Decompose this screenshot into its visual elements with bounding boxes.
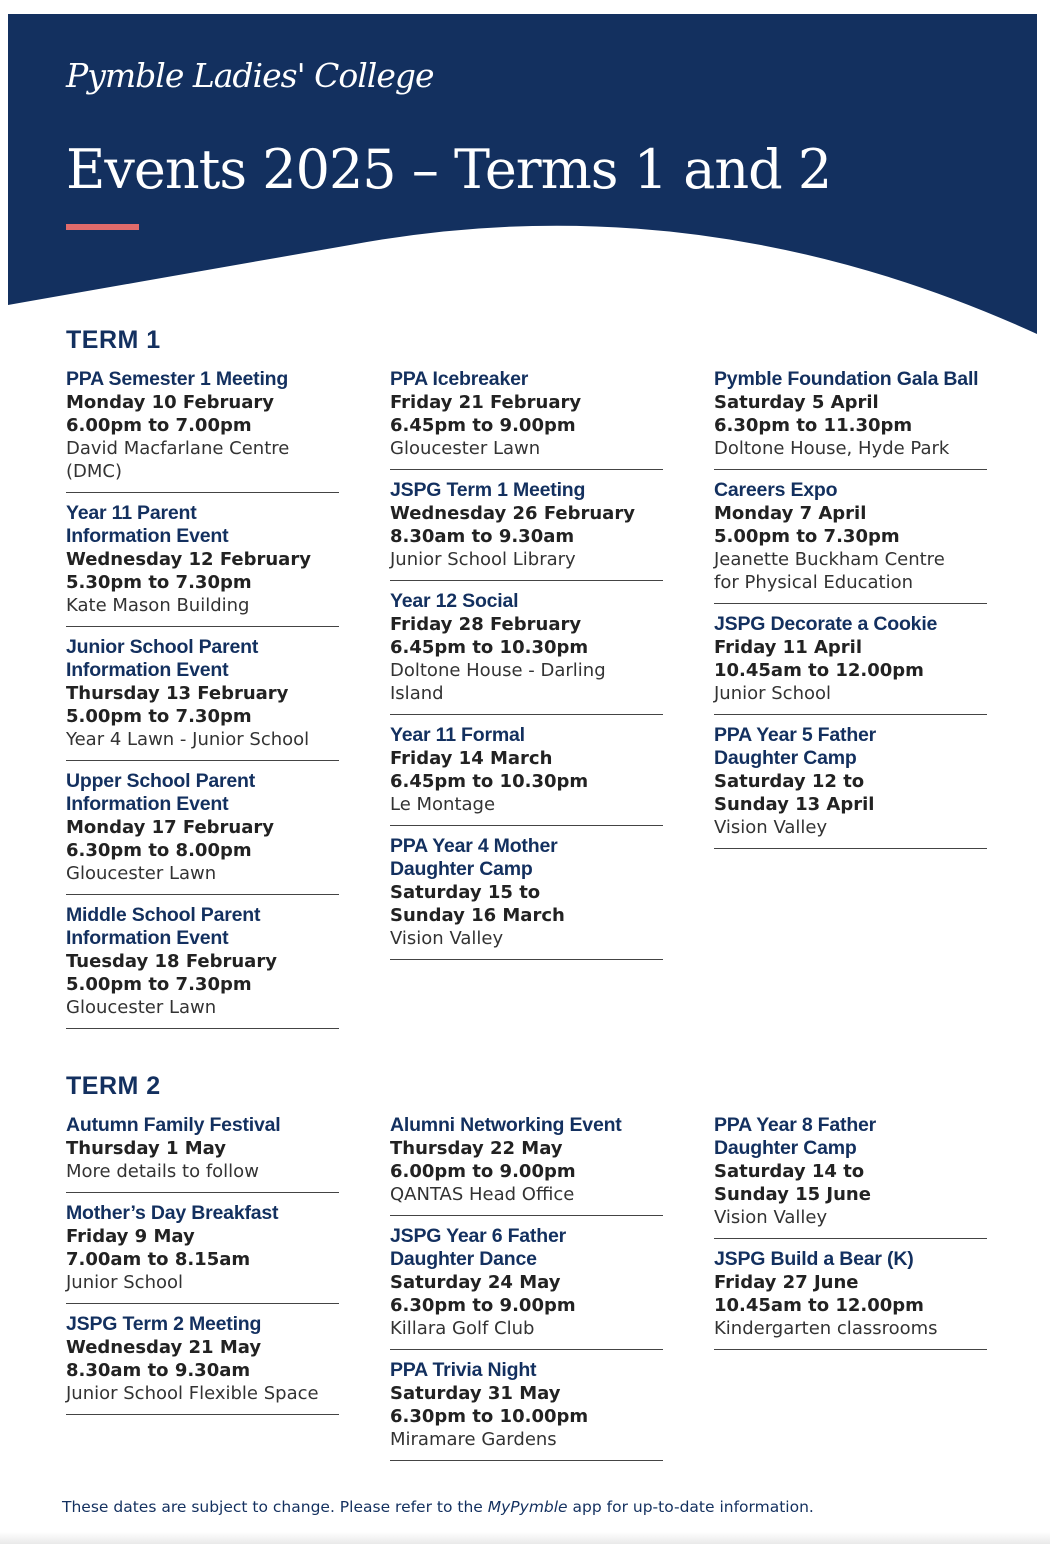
event-item xyxy=(390,724,663,826)
event-name: PPA Trivia Night xyxy=(390,1359,537,1381)
app-name: MyPymble xyxy=(487,1498,568,1516)
event-venue: Vision Valley xyxy=(714,817,828,838)
event-venue: Doltone House - Darling Island xyxy=(390,660,606,704)
event-item xyxy=(66,904,339,1029)
event-time: 6.30pm to 9.00pm xyxy=(390,1295,576,1316)
event-date: Monday 17 February xyxy=(66,817,274,838)
event-venue: QANTAS Head Office xyxy=(390,1184,575,1205)
event-time: 8.30am to 9.30am xyxy=(66,1360,251,1381)
event-date: Thursday 1 May xyxy=(66,1138,227,1159)
event-time: 10.45am to 12.00pm xyxy=(714,660,924,681)
event-item xyxy=(66,1313,339,1415)
event-name: PPA Icebreaker xyxy=(390,368,529,390)
event-name: JSPG Decorate a Cookie xyxy=(714,613,938,635)
event-date: Friday 21 February xyxy=(390,392,582,413)
event-time: 5.00pm to 7.30pm xyxy=(66,706,252,727)
event-item xyxy=(714,368,987,470)
event-item xyxy=(714,724,987,849)
event-item xyxy=(390,1114,663,1216)
event-item xyxy=(714,613,987,715)
event-item xyxy=(714,1248,987,1350)
event-name: Alumni Networking Event xyxy=(390,1114,622,1136)
event-name: Middle School Parent Information Event xyxy=(66,904,261,949)
event-time: 6.00pm to 7.00pm xyxy=(66,415,252,436)
event-date: Monday 10 February xyxy=(66,392,274,413)
page-title: Events 2025 – Terms 1 and 2 xyxy=(66,138,832,201)
event-item xyxy=(714,479,987,604)
college-logo: Pymble Ladies' College xyxy=(66,56,434,95)
term2-column-3 xyxy=(714,1114,987,1359)
event-time: 10.45am to 12.00pm xyxy=(714,1295,924,1316)
event-date: Saturday 5 April xyxy=(714,392,879,413)
event-venue: Junior School xyxy=(714,683,832,704)
event-venue: Vision Valley xyxy=(714,1207,828,1228)
event-name: JSPG Term 1 Meeting xyxy=(390,479,586,501)
event-venue: Doltone House, Hyde Park xyxy=(714,438,950,459)
event-name: Autumn Family Festival xyxy=(66,1114,281,1136)
footer-note: These dates are subject to change. Please refer to the MyPymble app for up-to-date information. xyxy=(62,1498,814,1516)
event-date: Friday 11 April xyxy=(714,637,863,658)
event-venue: Vision Valley xyxy=(390,928,504,949)
event-time: 5.30pm to 7.30pm xyxy=(66,572,252,593)
event-date: Wednesday 12 February xyxy=(66,549,311,570)
event-venue: Junior School xyxy=(66,1272,184,1293)
term2-column-1 xyxy=(66,1114,339,1424)
term1-column-2 xyxy=(390,368,663,969)
event-date: Saturday 31 May xyxy=(390,1383,561,1404)
event-item xyxy=(66,770,339,895)
event-date: Tuesday 18 February xyxy=(66,951,277,972)
event-name: PPA Year 5 Father Daughter Camp xyxy=(714,724,877,769)
event-time: 7.00am to 8.15am xyxy=(66,1249,251,1270)
event-date: Friday 27 June xyxy=(714,1272,859,1293)
event-item xyxy=(66,502,339,627)
event-name: JSPG Year 6 Father Daughter Dance xyxy=(390,1225,566,1270)
event-date: Friday 14 March xyxy=(390,748,553,769)
event-time: 6.00pm to 9.00pm xyxy=(390,1161,576,1182)
event-venue: Year 4 Lawn - Junior School xyxy=(66,729,310,750)
event-item xyxy=(66,368,339,493)
term1-heading: TERM 1 xyxy=(66,326,161,354)
event-venue: Kate Mason Building xyxy=(66,595,250,616)
page-bottom-shade xyxy=(0,1532,1050,1544)
event-name: Careers Expo xyxy=(714,479,838,501)
event-date: Friday 9 May xyxy=(66,1226,195,1247)
event-item xyxy=(390,1359,663,1461)
event-venue: Kindergarten classrooms xyxy=(714,1318,938,1339)
term1-column-3 xyxy=(714,368,987,858)
event-name: PPA Semester 1 Meeting xyxy=(66,368,289,390)
event-date: Thursday 22 May xyxy=(390,1138,563,1159)
event-name: Year 11 Formal xyxy=(390,724,525,746)
event-date: Saturday 15 to Sunday 16 March xyxy=(390,882,565,926)
event-venue: Le Montage xyxy=(390,794,496,815)
event-item xyxy=(390,479,663,581)
event-venue: Miramare Gardens xyxy=(390,1429,557,1450)
event-item xyxy=(66,1114,339,1193)
term1-column-1 xyxy=(66,368,339,1038)
event-time: 8.30am to 9.30am xyxy=(390,526,575,547)
event-item xyxy=(390,835,663,960)
event-date: Wednesday 21 May xyxy=(66,1337,262,1358)
event-time: 6.45pm to 9.00pm xyxy=(390,415,576,436)
event-time: 6.45pm to 10.30pm xyxy=(390,771,589,792)
event-name: Pymble Foundation Gala Ball xyxy=(714,368,979,390)
event-date: Saturday 24 May xyxy=(390,1272,561,1293)
event-time: 5.00pm to 7.30pm xyxy=(66,974,252,995)
event-venue: Gloucester Lawn xyxy=(390,438,541,459)
event-venue: Gloucester Lawn xyxy=(66,863,217,884)
event-date: Monday 7 April xyxy=(714,503,867,524)
event-venue: More details to follow xyxy=(66,1161,259,1182)
event-name: Year 11 Parent Information Event xyxy=(66,502,229,547)
event-date: Saturday 14 to Sunday 15 June xyxy=(714,1161,871,1205)
event-venue: Junior School Flexible Space xyxy=(66,1383,319,1404)
event-item xyxy=(390,368,663,470)
event-venue: Killara Golf Club xyxy=(390,1318,535,1339)
event-name: Year 12 Social xyxy=(390,590,519,612)
event-date: Friday 28 February xyxy=(390,614,582,635)
term2-column-2 xyxy=(390,1114,663,1470)
event-time: 6.30pm to 8.00pm xyxy=(66,840,252,861)
event-date: Saturday 12 to Sunday 13 April xyxy=(714,771,875,815)
event-item xyxy=(66,1202,339,1304)
event-name: PPA Year 8 Father Daughter Camp xyxy=(714,1114,877,1159)
event-item xyxy=(390,1225,663,1350)
event-date: Thursday 13 February xyxy=(66,683,289,704)
term2-heading: TERM 2 xyxy=(66,1072,161,1100)
event-name: Upper School Parent Information Event xyxy=(66,770,256,815)
event-time: 6.45pm to 10.30pm xyxy=(390,637,589,658)
event-item xyxy=(66,636,339,761)
event-item xyxy=(714,1114,987,1239)
event-name: JSPG Build a Bear (K) xyxy=(714,1248,914,1270)
event-time: 5.00pm to 7.30pm xyxy=(714,526,900,547)
event-name: Mother’s Day Breakfast xyxy=(66,1202,279,1224)
event-venue: Jeanette Buckham Centre for Physical Education xyxy=(714,549,945,593)
event-name: PPA Year 4 Mother Daughter Camp xyxy=(390,835,558,880)
event-name: Junior School Parent Information Event xyxy=(66,636,259,681)
event-venue: Junior School Library xyxy=(390,549,576,570)
event-date: Wednesday 26 February xyxy=(390,503,635,524)
title-accent-rule xyxy=(66,224,139,230)
event-name: JSPG Term 2 Meeting xyxy=(66,1313,262,1335)
event-time: 6.30pm to 11.30pm xyxy=(714,415,913,436)
event-venue: David Macfarlane Centre (DMC) xyxy=(66,438,290,482)
event-item xyxy=(390,590,663,715)
event-venue: Gloucester Lawn xyxy=(66,997,217,1018)
event-time: 6.30pm to 10.00pm xyxy=(390,1406,589,1427)
